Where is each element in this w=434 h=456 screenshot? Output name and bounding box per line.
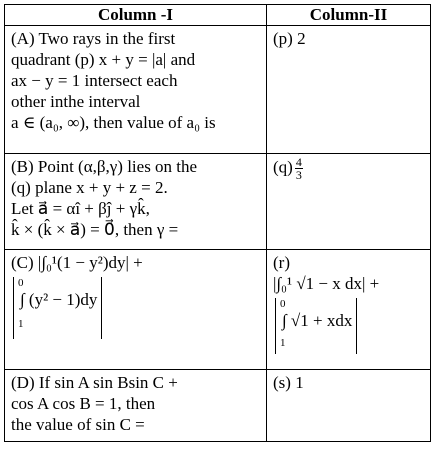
- row-a-line-4: other inthe interval: [11, 92, 141, 111]
- row-d-question: [5, 370, 267, 442]
- row-d: [5, 370, 431, 442]
- match-the-column-table: [4, 4, 431, 442]
- row-b-answer: [267, 154, 431, 250]
- row-a-answer: (p) 2: [267, 26, 431, 154]
- row-c: [5, 250, 431, 370]
- row-a-line-2: quadrant (p) x + y = |a| and: [11, 50, 196, 69]
- row-d-line-3: the value of sin C =: [11, 415, 145, 434]
- row-c-int2-body: ∫ (y² − 1)dy: [20, 290, 98, 309]
- row-b-question: [5, 154, 267, 250]
- row-c-answer-int2-lower-limit: 1: [280, 337, 286, 349]
- row-a-line-5: a ∈ (a₀, ∞), then value of a₀ is: [11, 113, 216, 132]
- row-d-line-2: cos A cos B = 1, then: [11, 394, 156, 413]
- row-c-question: [5, 250, 267, 370]
- fraction-denominator: 3: [295, 168, 302, 182]
- row-c-prefix: (C): [11, 253, 34, 272]
- row-b-line-3: Let a⃗ = αî + βĵ + γk̂,: [11, 199, 150, 218]
- row-d-line-1: (D) If sin A sin Bsin C +: [11, 373, 178, 392]
- row-c-answer-prefix: (r): [273, 253, 290, 272]
- row-b-line-1: (B) Point (α,β,γ) lies on the: [11, 157, 198, 176]
- row-c-int2-upper-limit: 0: [18, 277, 24, 289]
- row-b-line-2: (q) plane x + y + z = 2.: [11, 178, 168, 197]
- row-a: [5, 26, 431, 154]
- row-d-answer: (s) 1: [267, 370, 431, 442]
- row-a-line-3: ax − y = 1 intersect each: [11, 71, 178, 90]
- row-c-int2-lower-limit: 1: [18, 318, 24, 330]
- column-1-header: Column -I: [5, 5, 267, 26]
- row-c-abs-integral-2: [13, 277, 102, 339]
- row-c-integral-1: |∫₀¹(1 − y²)dy| +: [37, 253, 143, 272]
- row-c-answer-int2-body: ∫ √1 + xdx: [282, 311, 353, 330]
- row-c-answer-integral-1: |∫₀¹ √1 − x dx| +: [273, 274, 380, 293]
- header-row: [5, 5, 431, 26]
- row-c-line-1: [11, 252, 260, 273]
- row-b-line-4: k̂ × (k̂ × a⃗) = 0⃗, then γ =: [11, 220, 179, 239]
- row-c-answer-abs-integral-2: [275, 298, 357, 354]
- row-a-question: [5, 26, 267, 154]
- column-2-header: Column-II: [267, 5, 431, 26]
- fraction-numerator: 4: [295, 155, 302, 169]
- row-b-answer-fraction: [295, 156, 303, 181]
- row-c-answer: [267, 250, 431, 370]
- row-a-line-1: (A) Two rays in the first: [11, 29, 176, 48]
- row-b: [5, 154, 431, 250]
- row-b-answer-prefix: (q): [273, 157, 293, 177]
- row-c-answer-int2-upper-limit: 0: [280, 298, 286, 310]
